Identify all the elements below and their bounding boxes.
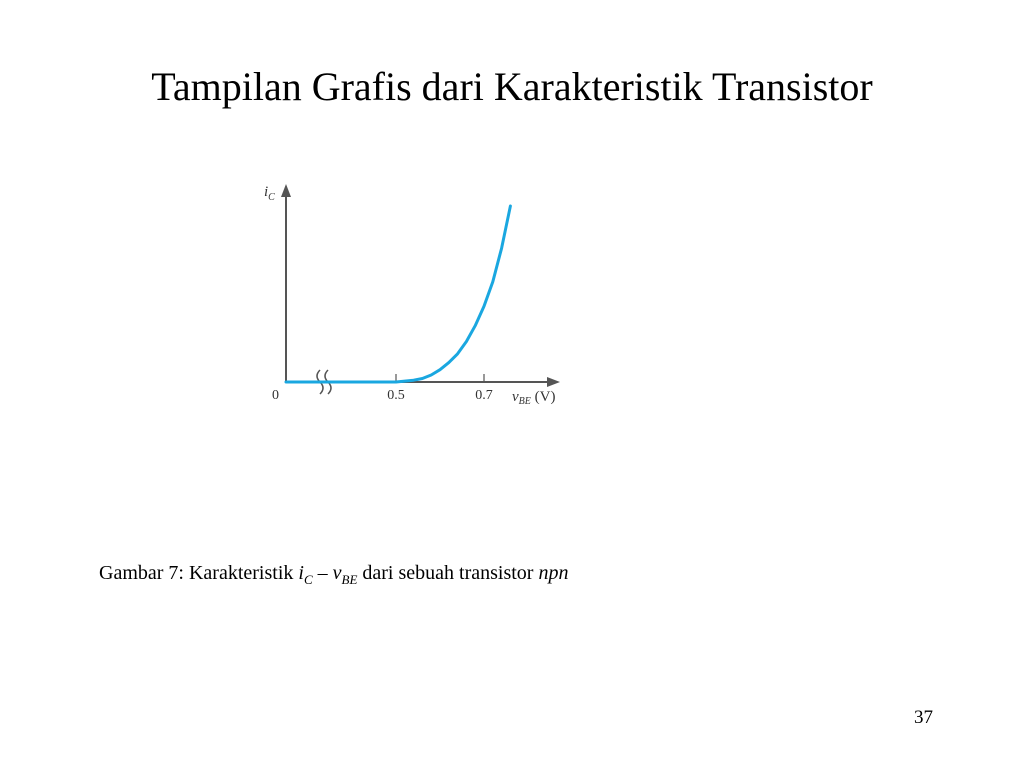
caption-prefix: Gambar 7: Karakteristik	[99, 562, 299, 584]
x-tick-label: 0.5	[387, 388, 405, 403]
caption-transistor-type: npn	[538, 562, 569, 584]
x-axis-label: $v_{BE}$ (V)	[512, 389, 556, 407]
slide-title: Tampilan Grafis dari Karakteristik Transistor	[151, 64, 873, 109]
caption-v-symbol: v	[332, 562, 342, 584]
figure-caption	[99, 560, 568, 593]
x-tick-label: 0.7	[475, 388, 493, 403]
page-number: 37	[914, 707, 933, 728]
origin-label: 0	[272, 388, 279, 403]
caption-i-symbol: i	[298, 562, 304, 584]
caption-dash: –	[312, 562, 333, 584]
caption-i-subscript: C	[303, 572, 313, 587]
ic-vbe-curve	[286, 206, 510, 382]
ic-vbe-chart	[250, 170, 580, 420]
y-axis-arrow-icon	[281, 184, 291, 197]
x-axis-arrow-icon	[547, 377, 560, 387]
y-axis-label: $i_C$	[264, 184, 275, 203]
caption-middle: dari sebuah transistor	[357, 562, 539, 584]
caption-v-subscript: BE	[341, 572, 358, 587]
